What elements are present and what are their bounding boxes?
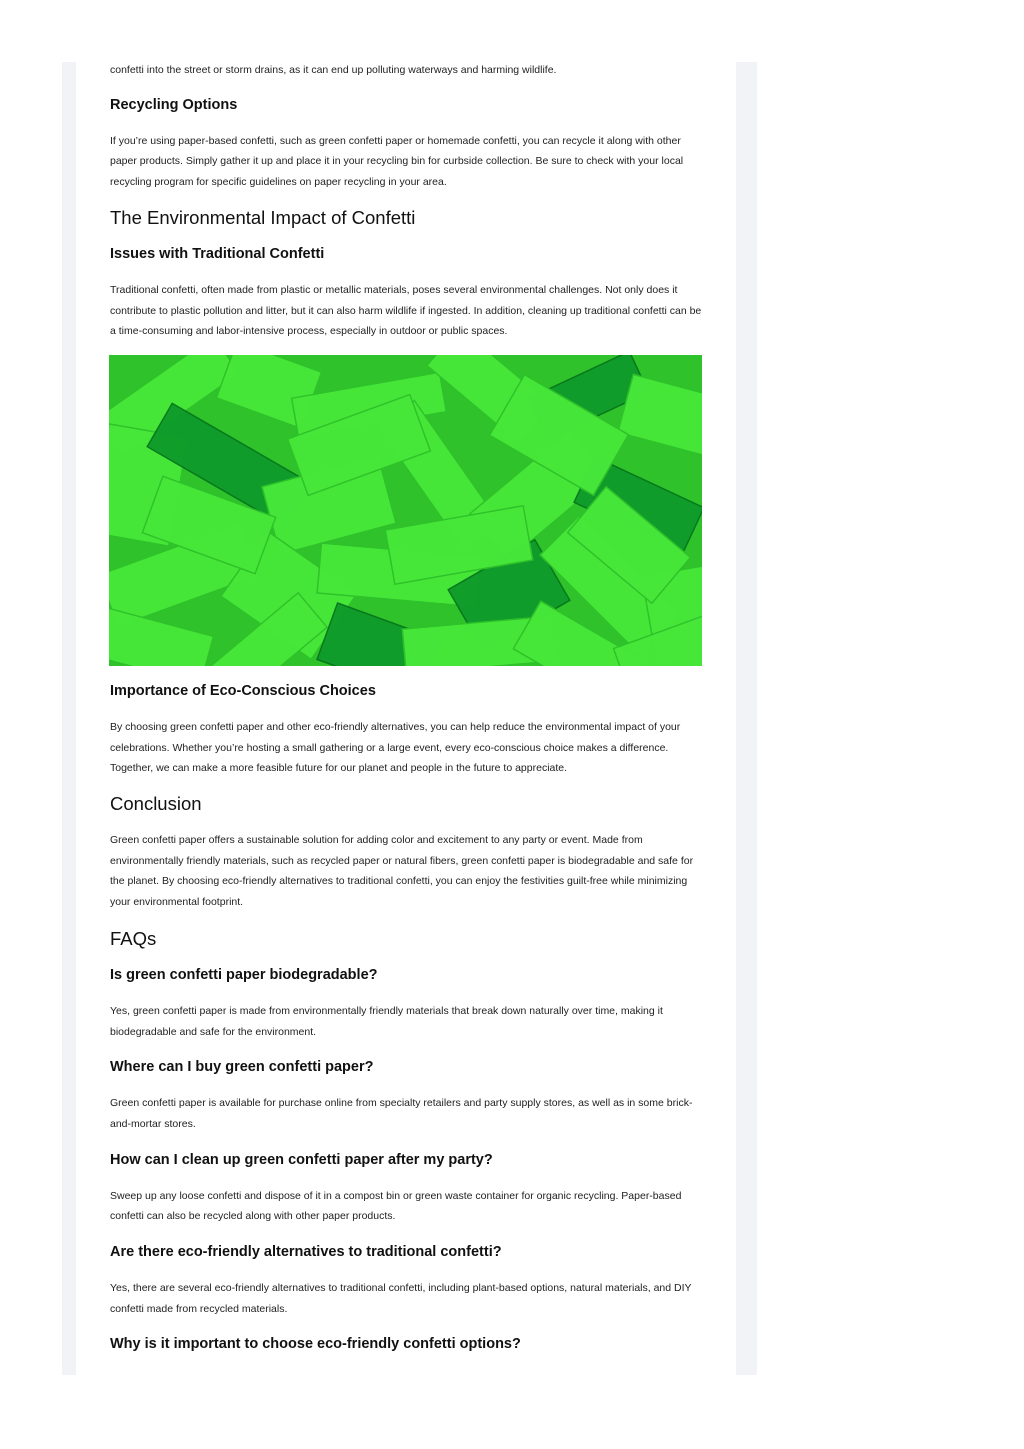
- faq-question: How can I clean up green confetti paper after my party?: [110, 1151, 493, 1168]
- environmental-heading: The Environmental Impact of Confetti: [110, 206, 416, 228]
- right-rail: [736, 62, 757, 1375]
- faq-item: [110, 1334, 702, 1354]
- green-confetti-image: [109, 355, 702, 666]
- recycling-body: If you’re using paper-based confetti, such as green confetti paper or homemade confetti, you can recycle it along with other paper products. Simply gather it up and place it in your recycling bin for curbside collection. Be sure to check with your local recycling program for specific guidelines on paper recycling in your area.: [110, 134, 684, 189]
- importance-heading: Importance of Eco-Conscious Choices: [110, 682, 376, 699]
- issues-body: Traditional confetti, often made from plastic or metallic materials, poses several environmental challenges. Not only does it contribute to plastic pollution and litter, but it can also harm wildlife if ingested. In addition, cleaning up traditional confetti can be a time-consuming and labor-intensive process, especially in outdoor or public spaces.: [110, 283, 702, 338]
- faq-question: Is green confetti paper biodegradable?: [110, 966, 378, 983]
- faq-answer: Yes, green confetti paper is made from environmentally friendly materials that break down naturally over time, making it biodegradable and safe for the environment.: [110, 1004, 663, 1038]
- faq-question: Are there eco-friendly alternatives to traditional confetti?: [110, 1244, 502, 1261]
- confetti-image-wrap: [110, 355, 702, 666]
- issues-heading: Issues with Traditional Confetti: [110, 245, 325, 262]
- faq-answer: Green confetti paper is available for purchase online from specialty retailers and party supply stores, as well as in some brick-and-mortar stores.: [110, 1097, 693, 1130]
- article-content: [110, 60, 702, 1354]
- importance-body: By choosing green confetti paper and other eco-friendly alternatives, you can help reduce the environmental impact of your celebrations. Whether you’re hosting a small gathering or a large event, every eco-conscious choice makes a difference. Together, we can make a more feasible future for our planet and people in the future to appreciate.: [110, 720, 681, 775]
- faqs-heading: FAQs: [110, 927, 157, 949]
- conclusion-heading: Conclusion: [110, 793, 202, 815]
- faq-answer: Sweep up any loose confetti and dispose of it in a compost bin or green waste container for organic recycling. Paper-based confetti can also be recycled along with other paper products.: [110, 1189, 682, 1223]
- faq-question: Why is it important to choose eco-friendly confetti options?: [110, 1336, 521, 1353]
- faq-item: [110, 1242, 702, 1319]
- faq-list: [110, 965, 702, 1355]
- faq-item: [110, 965, 702, 1042]
- conclusion-body: Green confetti paper offers a sustainable solution for adding color and excitement to any party or event. Made from environmentally friendly materials, such as recycled paper or natural fibers, green confetti paper is biodegradable and safe for the planet. By choosing eco-friendly alternatives to traditional confetti, you can enjoy the festivities guilt-free while minimizing your environmental footprint.: [110, 834, 694, 909]
- left-rail: [62, 62, 76, 1375]
- faq-question: Where can I buy green confetti paper?: [110, 1059, 374, 1076]
- faq-item: [110, 1150, 702, 1227]
- faq-item: [110, 1057, 702, 1134]
- faq-answer: Yes, there are several eco-friendly alternatives to traditional confetti, including plant-based options, natural materials, and DIY confetti made from recycled materials.: [110, 1282, 692, 1315]
- recycling-heading: Recycling Options: [110, 96, 238, 113]
- intro-tail-text: confetti into the street or storm drains, as it can end up polluting waterways and harming wildlife.: [110, 64, 557, 76]
